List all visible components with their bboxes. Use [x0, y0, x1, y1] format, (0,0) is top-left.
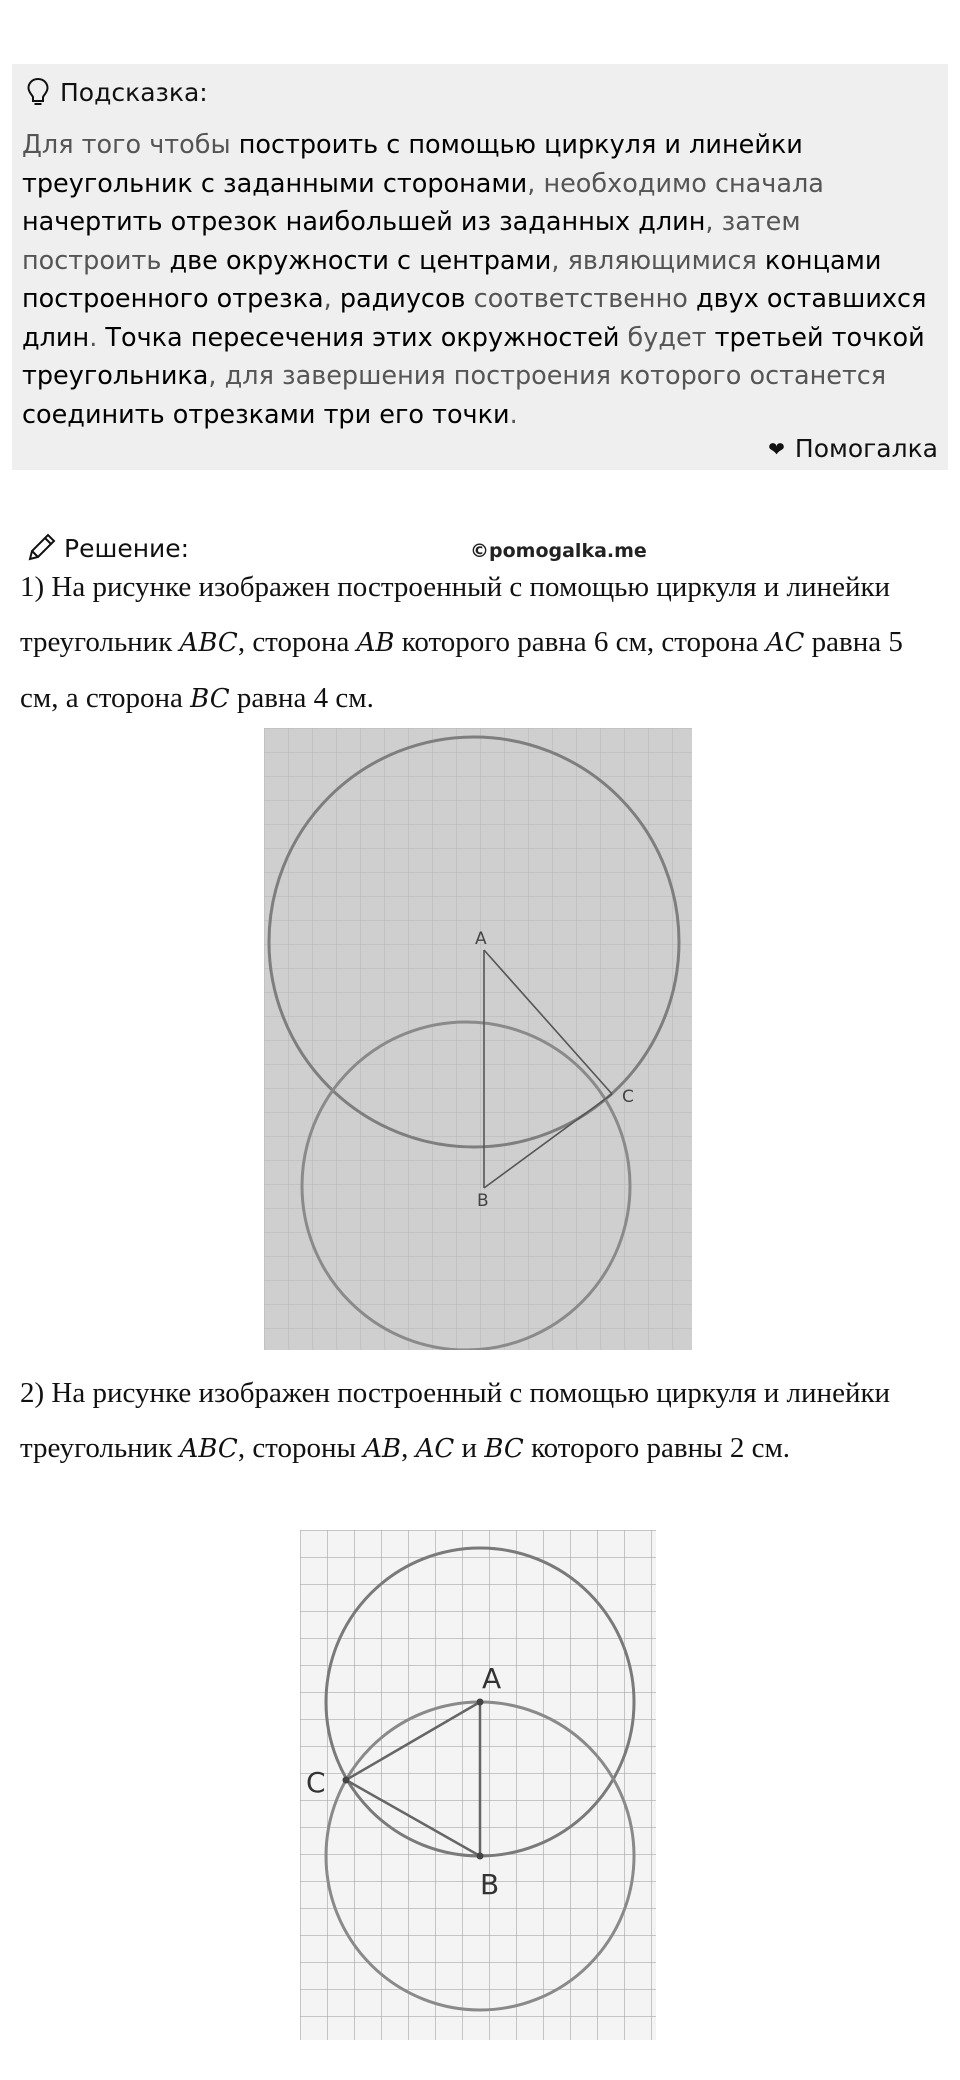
- text-segment: , сторона: [237, 626, 357, 658]
- hint-segment: Для того чтобы: [22, 130, 239, 160]
- hint-segment: будет: [619, 322, 715, 353]
- heart-icon: ❤: [768, 436, 785, 461]
- hint-emphasis: соединить отрезками три его точки: [22, 399, 510, 430]
- hint-emphasis: концами построенного отрезка: [22, 245, 882, 314]
- hint-emphasis: две окружности с центрами: [169, 245, 552, 276]
- math-term: BC: [190, 684, 230, 714]
- math-term: BC: [484, 1434, 524, 1464]
- hint-segment: , необходимо сначала: [527, 168, 824, 199]
- hint-emphasis: радиусов: [339, 284, 466, 314]
- solution-title: Решение:: [64, 533, 190, 563]
- figure-2: [300, 1530, 656, 2040]
- label-b: B: [477, 1191, 489, 1211]
- math-term: AC: [415, 1434, 455, 1464]
- hint-segment: , являющимися: [551, 245, 765, 276]
- hint-segment: .: [89, 322, 106, 353]
- lightbulb-icon: [26, 77, 50, 107]
- text-segment: 2) На рисунке изображен построенный с помощью циркуля и линейки треугольник: [20, 1377, 891, 1464]
- text-segment: 1) На рисунке изображен построенный с помощью циркуля и линейки треугольник: [20, 571, 891, 658]
- hint-segment: , для завершения построения которого останется: [208, 361, 887, 391]
- figure-1: [264, 728, 692, 1350]
- hint-emphasis: третьей точкой треугольника: [22, 322, 925, 391]
- hint-credit: [768, 434, 938, 463]
- hint-segment: .: [509, 399, 518, 430]
- label-a: A: [475, 929, 487, 949]
- hint-text: [22, 126, 938, 434]
- hint-emphasis: Точка пересечения этих окружностей: [105, 322, 620, 353]
- text-segment: которого равны 2 см.: [523, 1432, 791, 1464]
- label-c: C: [306, 1766, 326, 1799]
- label-b: B: [480, 1868, 500, 1901]
- label-a: A: [482, 1662, 502, 1695]
- watermark: ©pomogalka.me: [470, 540, 647, 562]
- label-c: C: [622, 1087, 634, 1107]
- text-segment: которого равна 6 см, сторона: [394, 626, 766, 658]
- text-segment: и: [454, 1432, 485, 1464]
- math-term: AC: [765, 628, 805, 658]
- hint-emphasis: построить с помощью циркуля и линейки треугольник с заданными сторонами: [22, 130, 803, 199]
- hint-emphasis: начертить отрезок наибольшей из заданных длин: [22, 207, 706, 237]
- text-segment: , стороны: [237, 1432, 364, 1464]
- text-segment: ,: [401, 1432, 416, 1464]
- text-segment: равна 4 см.: [229, 682, 374, 714]
- hint-title: Подсказка:: [60, 77, 208, 107]
- hint-segment: , затем построить: [22, 207, 801, 276]
- text-segment: равна 5 см, а сторона: [20, 626, 903, 714]
- hint-emphasis: двух оставшихся длин: [22, 284, 927, 353]
- solution-paragraph-2: [20, 1366, 945, 1477]
- hint-header: [26, 76, 208, 108]
- math-term: AB: [356, 628, 395, 658]
- credit-label: Помогалка: [794, 434, 938, 463]
- math-term: ABC: [179, 1434, 238, 1464]
- math-term: ABC: [179, 628, 238, 658]
- solution-paragraph-1: [20, 560, 945, 727]
- hint-segment: ,: [323, 284, 340, 314]
- hint-segment: соответственно: [465, 284, 696, 314]
- math-term: AB: [363, 1434, 402, 1464]
